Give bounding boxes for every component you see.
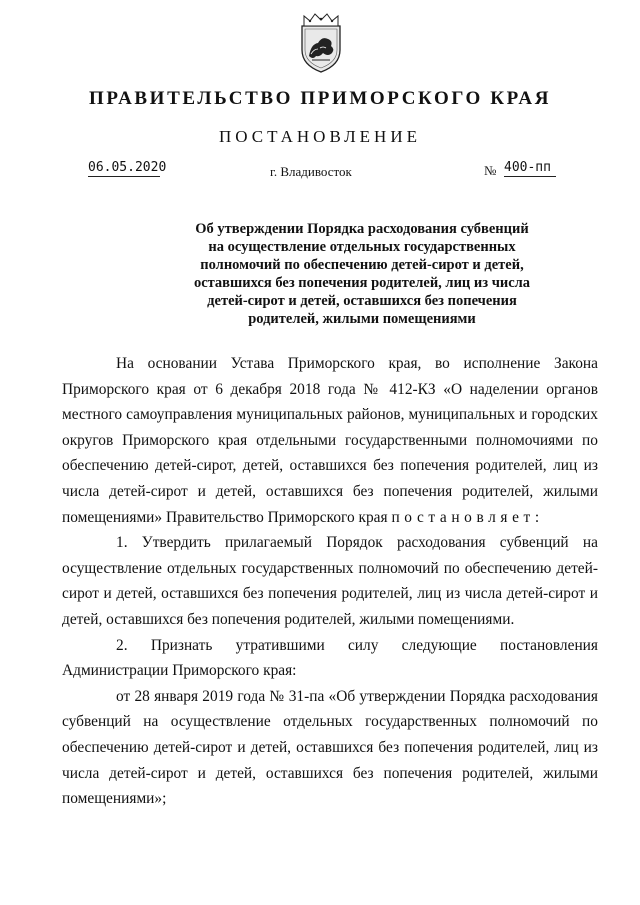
document-date: 06.05.2020 (88, 160, 167, 175)
heading-line: полномочий по обеспечению детей-сирот и детей, (200, 257, 524, 273)
heading-line: родителей, жилыми помещениями (248, 311, 476, 327)
preamble-text: На основании Устава Приморского края, во исполнение Закона Приморского края от 6 декабря 2018 года № 412-КЗ «О наделении органов местного самоуправления муниципальных районов, муниципальных и городских округов Приморского края отдельными государственными полномочиями по обеспечению детей-сирот, детей, оставшихся без попечения родителей, лиц из числа детей-сирот и детей, оставшихся без попечения родителей, жилыми помещениями» Правительство Приморского края (62, 355, 598, 526)
heading-line: детей-сирот и детей, оставшихся без попечения (207, 293, 517, 309)
heading-line: на осуществление отдельных государственных (208, 239, 516, 255)
resolves-word: постановляет: (391, 508, 544, 526)
heading-line: оставшихся без попечения родителей, лиц из числа (193, 275, 531, 291)
paragraph-preamble (62, 351, 598, 530)
paragraph-item-2: 2. Признать утратившими силу следующие постановления Администрации Приморского края: (62, 636, 598, 680)
document-type: ПОСТАНОВЛЕНИЕ (218, 127, 421, 146)
number-label: № (484, 163, 497, 178)
paragraph-item-1: 1. Утвердить прилагаемый Порядок расходования субвенций на осуществление отдельных государственных полномочий по обеспечению детей-сирот и детей, оставшихся без попечения родителей, лиц из числа детей-сирот и детей, оставшихся без попечения родителей, жилыми помещениями. (62, 534, 598, 628)
document-heading (170, 220, 554, 328)
coat-of-arms-emblem (296, 12, 346, 74)
document-city: г. Владивосток (270, 164, 352, 179)
heading-line: Об утверждении Порядка расходования субвенций (195, 221, 529, 237)
government-title: ПРАВИТЕЛЬСТВО ПРИМОРСКОГО КРАЯ (88, 88, 552, 109)
paragraph-repealed-act: от 28 января 2019 года № 31-па «Об утверждении Порядка расходования субвенций на осуществление отдельных государственных полномочий по обеспечению детей-сирот и детей, оставшихся без попечения родителей, лиц из числа детей-сирот и детей, оставшихся без попечения родителей, жилыми помещениями»; (62, 687, 598, 808)
document-number: 400-пп (504, 160, 556, 177)
document-body (62, 351, 598, 812)
